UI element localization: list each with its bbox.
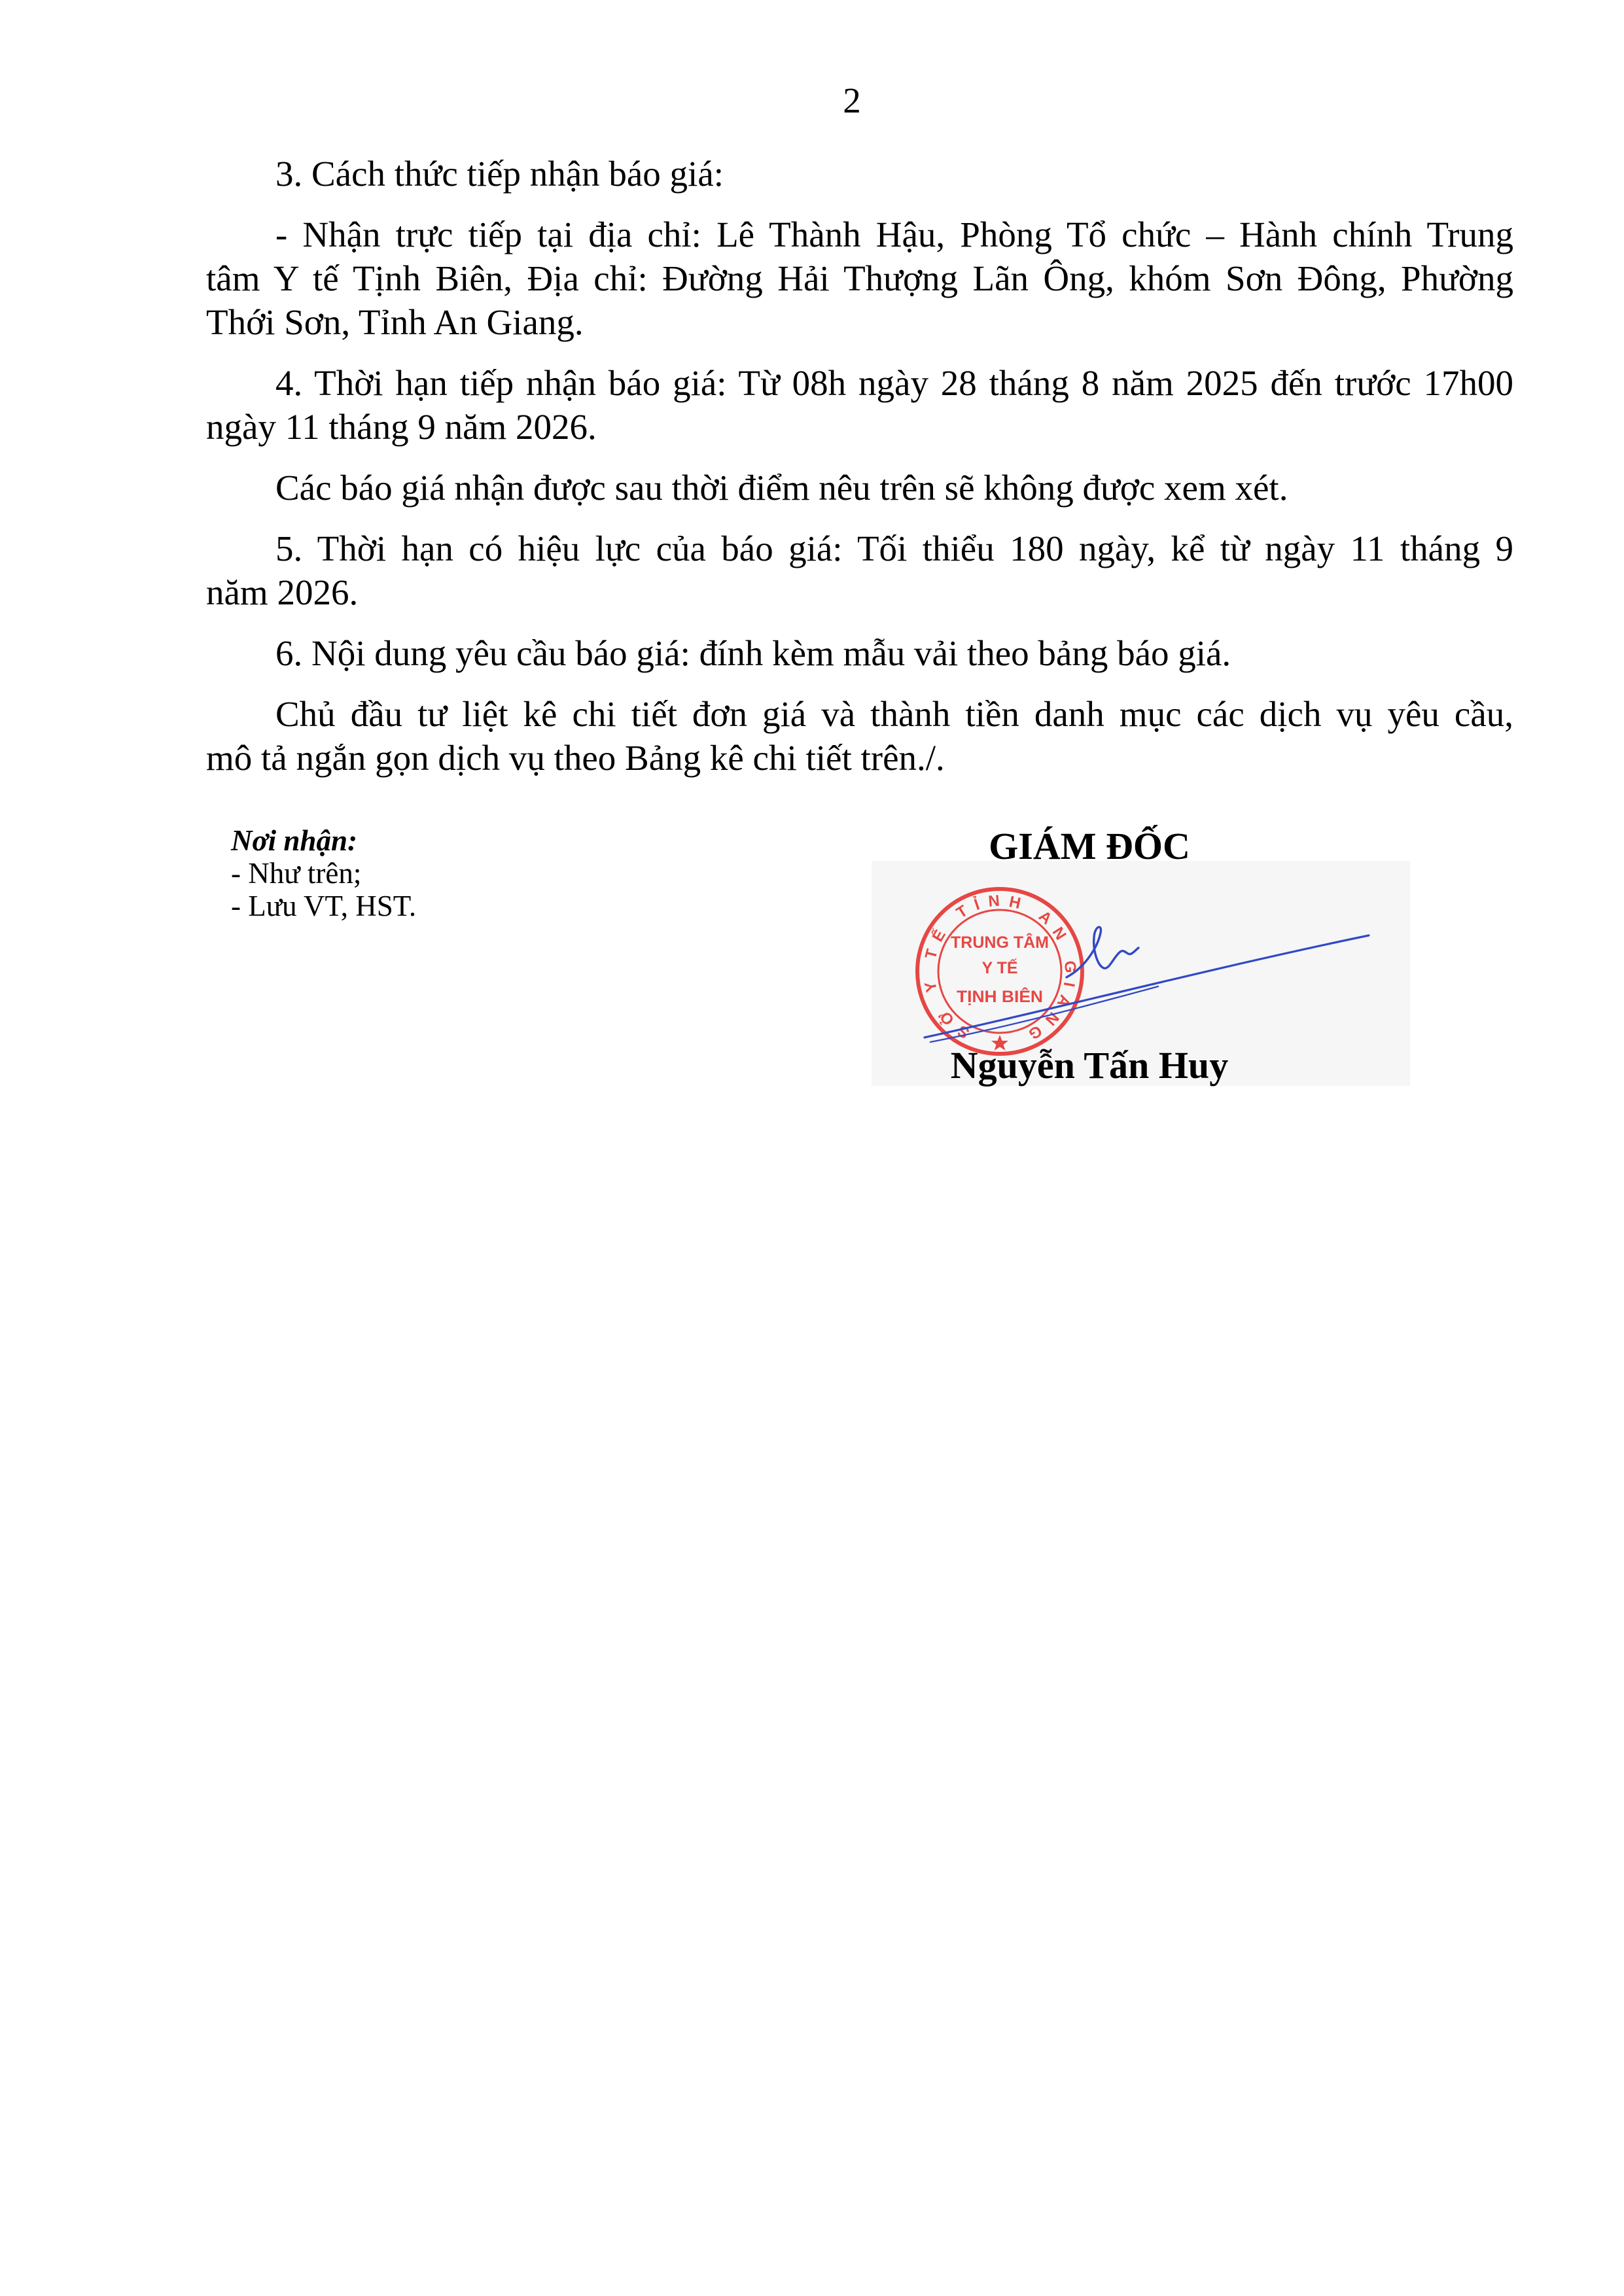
official-seal [917, 889, 1082, 1054]
text-line: 6. Nội dung yêu cầu báo giá: đính kèm mẫu vải theo bảng báo giá. [275, 633, 1231, 673]
paragraph-receiving-deadline [206, 361, 1513, 449]
recipient-item: - Lưu VT, HST. [231, 890, 417, 922]
seal-center-line: TRUNG TÂM [951, 933, 1049, 952]
paragraph-request-content [206, 631, 1513, 675]
paragraph-receiving-address [206, 213, 1513, 344]
text-line: ngày 11 tháng 9 năm 2026. [206, 407, 597, 447]
text-line: 4. Thời hạn tiếp nhận báo giá: Từ 08h ngày 28 tháng 8 năm 2025 đến trước 17h00 [275, 363, 1513, 403]
document-body [206, 152, 1513, 780]
paragraph-validity [206, 527, 1513, 614]
page-number: 2 [843, 80, 861, 120]
seal-center-line: Y TẾ [981, 959, 1018, 977]
text-line: Chủ đầu tư liệt kê chi tiết đơn giá và thành tiền danh mục các dịch vụ yêu cầu, [275, 694, 1513, 734]
seal-and-signature [870, 858, 1413, 1088]
text-line: tâm Y tế Tịnh Biên, Địa chỉ: Đường Hải Thượng Lãn Ông, khóm Sơn Đông, Phường [206, 258, 1513, 298]
text-line: năm 2026. [206, 572, 359, 612]
seal-star-icon [991, 1035, 1008, 1051]
text-line: 3. Cách thức tiếp nhận báo giá: [275, 154, 724, 194]
recipients-block [231, 824, 689, 922]
paragraph-investor-listing [206, 692, 1513, 780]
seal-ring-text-path: SỞ Y TẾ TỈNH AN GIANG [920, 892, 1080, 1043]
text-line: Các báo giá nhận được sau thời điểm nêu trên sẽ không được xem xét. [275, 468, 1288, 508]
paragraph-receiving-method [206, 152, 1513, 196]
signer-name: Nguyễn Tấn Huy [950, 1044, 1229, 1087]
text-line: - Nhận trực tiếp tại địa chỉ: Lê Thành Hậu, Phòng Tổ chức – Hành chính Trung [275, 215, 1513, 254]
text-line: 5. Thời hạn có hiệu lực của báo giá: Tối thiểu 180 ngày, kể từ ngày 11 tháng 9 [275, 529, 1513, 568]
recipients-heading: Nơi nhận: [231, 824, 357, 857]
text-line: mô tả ngắn gọn dịch vụ theo Bảng kê chi tiết trên./. [206, 738, 945, 778]
signer-title: GIÁM ĐỐC [989, 825, 1190, 867]
text-line: Thới Sơn, Tỉnh An Giang. [206, 302, 584, 342]
recipient-item: - Như trên; [231, 857, 362, 890]
seal-center-line: TỊNH BIÊN [957, 988, 1038, 1006]
paragraph-late-quotes [206, 466, 1513, 510]
